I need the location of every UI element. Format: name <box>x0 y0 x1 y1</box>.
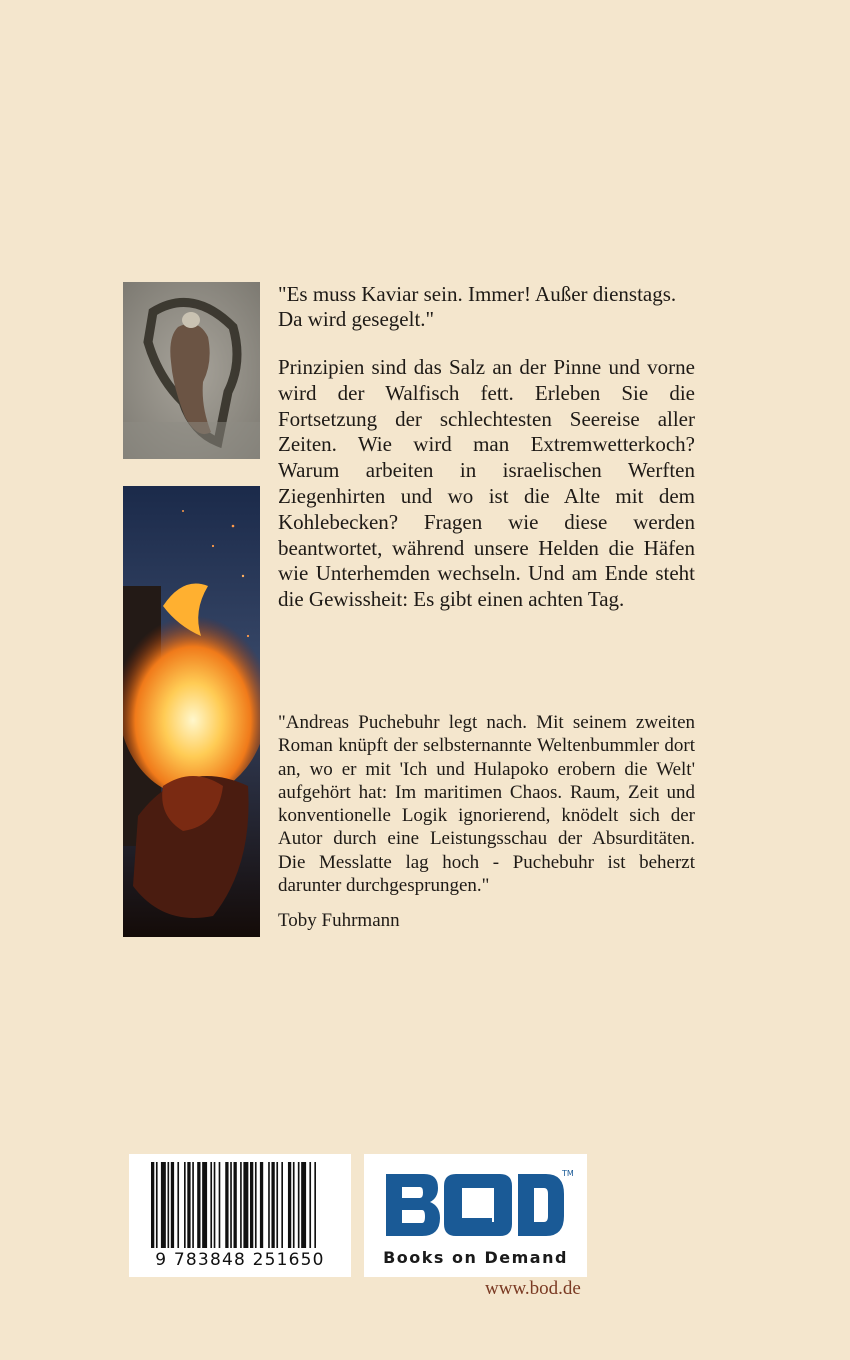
opening-quote: "Es muss Kaviar sein. Immer! Außer dienstags. Da wird gesegelt." <box>278 282 677 331</box>
barcode-bar <box>171 1162 174 1248</box>
isbn-barcode <box>129 1154 351 1277</box>
barcode-bar <box>168 1162 170 1248</box>
barcode-bar <box>230 1162 232 1248</box>
barcode-bar <box>268 1162 270 1248</box>
barcode-bar <box>161 1162 166 1248</box>
review-quote: "Andreas Puchebuhr legt nach. Mit seinem zweiten Roman knüpft der selbsternannte Weltenbummler dort an, wo er mit 'Ich und Hulapoko erobern die Welt' aufgehört hat: Im maritimen Chaos. Raum, Zeit und konventionelle Logik ignorierend, knödelt sich der Autor durch eine Leistungsschau der Absurditäten. Die Messlatte lag hoch - Puchebuhr ist beherzt darunter durchgesprungen." <box>278 712 695 897</box>
barcode-bar <box>298 1162 300 1248</box>
barcode-bar <box>243 1162 248 1248</box>
sand-sculpture-photo <box>123 282 260 459</box>
publisher-website[interactable]: www.bod.de <box>485 1278 581 1299</box>
bod-logo-icon <box>376 1166 576 1246</box>
barcode-bar <box>250 1162 253 1248</box>
barcode-bar <box>271 1162 274 1248</box>
barcode-bar <box>225 1162 228 1248</box>
campfire-photo <box>123 486 260 937</box>
review-author: Toby Fuhrmann <box>278 910 400 931</box>
barcode-bar <box>187 1162 190 1248</box>
barcode-bar <box>177 1162 179 1248</box>
barcode-bar <box>234 1162 237 1248</box>
barcode-bar <box>219 1162 221 1248</box>
barcode-bar <box>276 1162 278 1248</box>
barcode-bar <box>210 1162 212 1248</box>
barcode-bar <box>156 1162 158 1248</box>
publisher-tagline: Books on Demand <box>383 1248 568 1267</box>
barcode-bar <box>288 1162 291 1248</box>
barcode-bar <box>309 1162 311 1248</box>
barcode-bar <box>197 1162 200 1248</box>
book-blurb: Prinzipien sind das Salz an der Pinne und vorne wird der Walfisch fett. Erleben Sie die Fortsetzung der schlechtesten Seereise aller Zeiten. Wie wird man Extremwetterkoch? Warum arbeiten in israelischen Werften Ziegenhirten und wo ist die Alte mit dem Kohlebecken? Fragen wie diese werden beantwortet, während unsere Helden die Häfen wie Unterhemden wechseln. Und am Ende steht die Gewissheit: Es gibt einen achten Tag. <box>278 355 695 612</box>
barcode-bar <box>293 1162 295 1248</box>
barcode-bar <box>202 1162 207 1248</box>
barcode-bar <box>184 1162 186 1248</box>
barcode-bar <box>151 1162 154 1248</box>
barcode-bar <box>192 1162 194 1248</box>
trademark-label: TM <box>562 1169 574 1178</box>
barcode-bar <box>260 1162 263 1248</box>
barcode-bar <box>281 1162 283 1248</box>
barcode-bar <box>255 1162 257 1248</box>
publisher-logo <box>364 1154 587 1277</box>
isbn-number: 9 783848 251650 <box>155 1250 325 1270</box>
barcode-bar <box>314 1162 316 1248</box>
barcode-bar <box>240 1162 242 1248</box>
barcode-bar <box>301 1162 306 1248</box>
barcode-bar <box>214 1162 216 1248</box>
